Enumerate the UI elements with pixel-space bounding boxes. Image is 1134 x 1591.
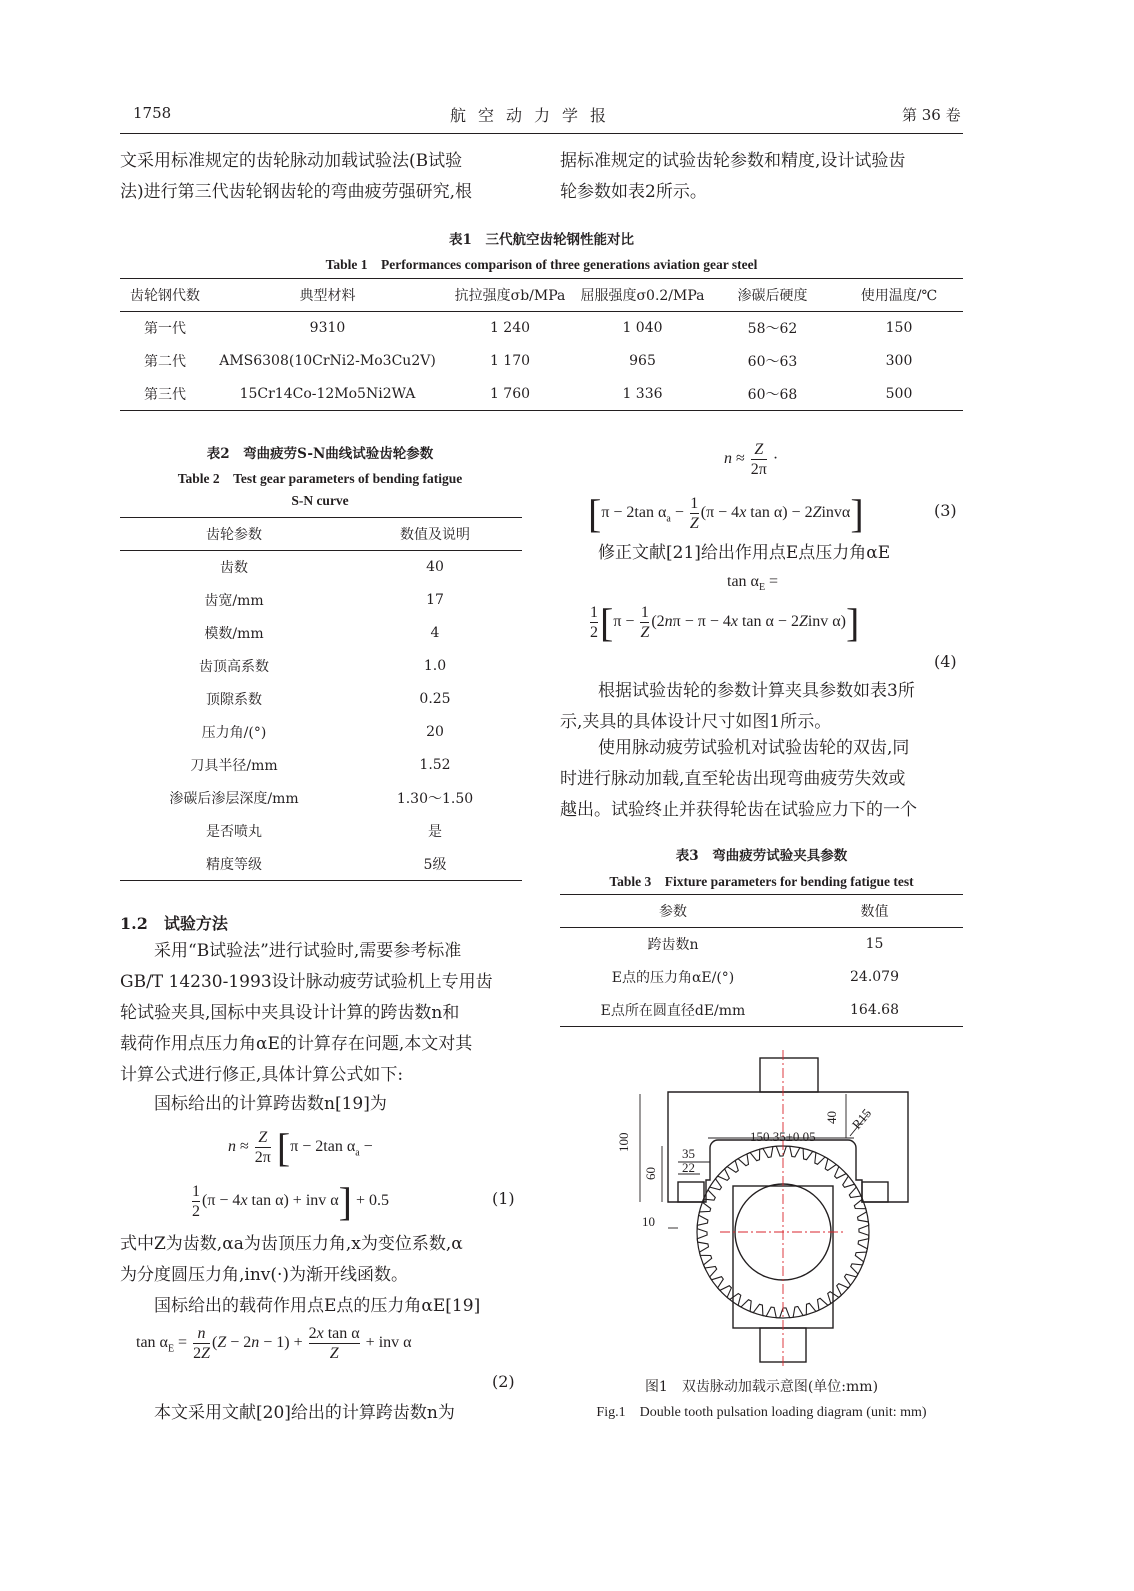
table2 bbox=[120, 517, 522, 881]
table-cell: 跨齿数n bbox=[647, 937, 699, 954]
dim-label-40: 40 bbox=[824, 1111, 839, 1124]
equation-4-line-2: $\frac{1}{2}$ [π − $\frac{1}{Z}$ (2nπ − π − 4x tan α − 2Zinv α)] bbox=[590, 600, 860, 645]
table-cell: 60～63 bbox=[747, 354, 798, 370]
dim-label-60: 60 bbox=[643, 1167, 658, 1180]
table-cell: 第三代 bbox=[144, 386, 186, 403]
table-cell: 1 240 bbox=[489, 320, 531, 337]
table-cell: 150 bbox=[885, 320, 913, 337]
text-line: 文采用标准规定的齿轮脉动加载试验法(B试验 bbox=[120, 151, 463, 171]
table1-caption-en: Table 1 Performances comparison of three generations aviation gear steel bbox=[325, 257, 758, 272]
dim-label-35: 35 bbox=[682, 1146, 695, 1161]
table-cell: 1 170 bbox=[489, 353, 531, 369]
table2-caption-en-2: S-N curve bbox=[291, 493, 349, 508]
table-header-cell: 齿轮钢代数 bbox=[130, 288, 200, 304]
table-row bbox=[120, 650, 522, 683]
table-header-cell: 齿轮参数 bbox=[206, 527, 262, 543]
volume-label: 第 36 卷 bbox=[902, 106, 961, 124]
table1-caption-cn: 表1 三代航空齿轮钢性能对比 bbox=[449, 232, 634, 248]
table-row bbox=[560, 994, 963, 1027]
right-para-8 bbox=[560, 733, 965, 826]
text-line: 法)进行第三代齿轮钢齿轮的弯曲疲劳强研究,根 bbox=[120, 182, 473, 202]
fixture-right-pad bbox=[862, 1182, 888, 1202]
table-cell: 1 040 bbox=[622, 320, 663, 337]
equation-1-line-1: n ≈ $\frac{Z}{2\pi}$ [π − 2tan $\alpha_a$ − bbox=[228, 1125, 373, 1170]
table-cell: 1.52 bbox=[419, 757, 451, 773]
table-row bbox=[120, 551, 522, 584]
table-cell: 齿宽/mm bbox=[204, 593, 264, 609]
text-line: 式中Z为齿数,αa为齿顶压力角,x为变位系数,α bbox=[120, 1234, 463, 1254]
text-line: 根据试验齿轮的参数计算夹具参数如表3所 bbox=[598, 681, 915, 701]
table-cell: 60～68 bbox=[747, 386, 798, 403]
table-cell: 第一代 bbox=[144, 321, 186, 338]
table-cell: 是 bbox=[428, 824, 442, 840]
table-row bbox=[120, 584, 522, 617]
text-line: 越出。试验终止并获得轮齿在试验应力下的一个 bbox=[560, 800, 917, 820]
table-row bbox=[120, 716, 522, 749]
table-cell: 是否喷丸 bbox=[206, 824, 262, 840]
table-header-cell: 屈服强度σ0.2/MPa bbox=[580, 288, 705, 304]
table-cell: 4 bbox=[430, 625, 440, 641]
table-cell: 15 bbox=[865, 936, 884, 953]
equation-2-number: (2) bbox=[492, 1372, 515, 1391]
table-cell: 齿数 bbox=[220, 560, 248, 577]
table-cell: 17 bbox=[426, 592, 444, 608]
table-cell: 1 336 bbox=[622, 385, 663, 402]
table-row bbox=[560, 928, 963, 961]
text-line: 示,夹具的具体设计尺寸如图1所示。 bbox=[560, 712, 832, 732]
equation-3-number: (3) bbox=[934, 501, 957, 520]
section-para-5: 本文采用文献[20]给出的计算跨齿数n为 bbox=[154, 1403, 455, 1423]
text-line: 轮参数如表2所示。 bbox=[560, 182, 707, 202]
equation-3-line-2: [π − 2tan $\alpha_a$ − $\frac{1}{Z}$ (π − 4x tan α) − 2Zinvα] bbox=[588, 491, 864, 536]
table-cell: 5级 bbox=[423, 856, 447, 873]
table-cell: 40 bbox=[426, 559, 444, 576]
fixture-left-pad bbox=[678, 1182, 704, 1202]
figure-1-caption-en: Fig.1 Double tooth pulsation loading diagram (unit: mm) bbox=[596, 1405, 927, 1420]
table-cell: 压力角/(°) bbox=[201, 725, 267, 741]
fixture-top-stub bbox=[760, 1058, 818, 1092]
table-cell: 齿顶高系数 bbox=[199, 659, 269, 675]
equation-4-line-1: $\tan \alpha_E$ = bbox=[727, 573, 779, 594]
table-header-cell: 参数 bbox=[659, 904, 687, 920]
text-line: GB/T 14230-1993设计脉动疲劳试验机上专用齿 bbox=[120, 972, 493, 992]
table-row bbox=[560, 961, 963, 994]
table-header-cell: 数值及说明 bbox=[400, 527, 470, 543]
table-header-cell: 抗拉强度σb/MPa bbox=[454, 288, 566, 304]
table-cell: 164.68 bbox=[850, 1001, 899, 1018]
table-row bbox=[120, 815, 522, 848]
dim-label-10: 10 bbox=[642, 1214, 655, 1229]
table-cell: 顶隙系数 bbox=[206, 692, 262, 708]
table-cell: 0.25 bbox=[419, 691, 451, 707]
table-row bbox=[120, 378, 963, 411]
dim-label-r15: R15 bbox=[848, 1105, 875, 1132]
figure-1-caption-cn: 图1 双齿脉动加载示意图(单位:mm) bbox=[644, 1379, 879, 1395]
table-row bbox=[120, 683, 522, 716]
table3 bbox=[560, 894, 963, 1027]
table-cell: 刀具半径/mm bbox=[190, 758, 278, 774]
header-rule bbox=[120, 133, 963, 134]
table-row bbox=[120, 782, 522, 815]
table2-caption-cn: 表2 弯曲疲劳S-N曲线试验齿轮参数 bbox=[206, 446, 434, 462]
dim-label-150: 150.35±0.05 bbox=[750, 1129, 816, 1144]
text-line: 时进行脉动加载,直至轮齿出现弯曲疲劳失效或 bbox=[560, 769, 906, 789]
text-line: 使用脉动疲劳试验机对试验齿轮的双齿,同 bbox=[598, 738, 910, 758]
right-para-6: 修正文献[21]给出作用点E点压力角αE bbox=[598, 543, 891, 563]
figure-1-diagram bbox=[600, 1050, 930, 1370]
table-cell: 15Cr14Co-12Mo5Ni2WA bbox=[239, 385, 416, 402]
page-number: 1758 bbox=[133, 104, 172, 122]
equation-3-line-1: n ≈ $\frac{Z}{2\pi}$ · bbox=[724, 441, 779, 478]
table-cell: AMS6308(10CrNi2-Mo3Cu2V) bbox=[219, 353, 436, 369]
table-row bbox=[120, 749, 522, 782]
right-para-7 bbox=[560, 676, 965, 738]
text-line: 据标准规定的试验齿轮参数和精度,设计试验齿 bbox=[560, 151, 906, 171]
text-line: 采用“B试验法”进行试验时,需要参考标准 bbox=[154, 941, 462, 961]
equation-4-number: (4) bbox=[934, 652, 957, 671]
table-row bbox=[120, 617, 522, 650]
text-line: 载荷作用点压力角αE的计算存在问题,本文对其 bbox=[120, 1034, 473, 1054]
table1 bbox=[120, 278, 963, 411]
table-cell: 1.0 bbox=[423, 658, 447, 674]
text-line: 为分度圆压力角,inv(·)为渐开线函数。 bbox=[120, 1265, 409, 1285]
section-para-4: 国标给出的载荷作用点E点的压力角αE[19] bbox=[154, 1296, 481, 1316]
table-header-cell: 典型材料 bbox=[299, 288, 356, 304]
table-cell: 1 760 bbox=[489, 385, 531, 402]
equation-1-number: (1) bbox=[492, 1189, 515, 1208]
table-header-cell: 数值 bbox=[860, 904, 889, 920]
table-cell: 300 bbox=[885, 353, 913, 369]
table-cell: 1.30～1.50 bbox=[396, 791, 474, 807]
table-cell: E点所在圆直径dE/mm bbox=[600, 1002, 746, 1019]
right-intro bbox=[560, 146, 965, 208]
table-header-row bbox=[120, 518, 522, 551]
journal-title: 航空动力学报 bbox=[450, 106, 619, 125]
table2-caption-en-1: Table 2 Test gear parameters of bending fatigue bbox=[177, 471, 463, 486]
left-intro bbox=[120, 146, 525, 208]
table-cell: 9310 bbox=[309, 320, 346, 337]
table-cell: 模数/mm bbox=[204, 626, 264, 642]
table-header-cell: 使用温度/℃ bbox=[860, 288, 938, 304]
table-cell: E点的压力角αE/(°) bbox=[611, 970, 735, 986]
table-cell: 965 bbox=[629, 353, 656, 369]
table3-caption-en: Table 3 Fixture parameters for bending fatigue test bbox=[609, 874, 914, 889]
table3-caption-cn: 表3 弯曲疲劳试验夹具参数 bbox=[675, 848, 848, 864]
table-header-row bbox=[560, 895, 963, 928]
text-line: 轮试验夹具,国标中夹具设计计算的跨齿数n和 bbox=[120, 1003, 460, 1023]
dim-label-22: 22 bbox=[682, 1160, 695, 1175]
equation-1-line-2: $\frac{1}{2}$ (π − 4x tan α) + inv α] + 0.5 bbox=[192, 1179, 390, 1224]
table-row bbox=[120, 345, 963, 378]
table-cell: 20 bbox=[426, 724, 444, 740]
dim-label-100: 100 bbox=[616, 1132, 631, 1152]
table-cell: 500 bbox=[885, 385, 913, 402]
table-cell: 精度等级 bbox=[206, 856, 262, 873]
table-header-cell: 渗碳后硬度 bbox=[737, 288, 808, 304]
equation-2: $\tan \alpha_E$ = $\frac{n}{2Z}$ (Z − 2n − 1) + $\frac{\text{2x tan α}}{Z}$ + inv α bbox=[136, 1325, 412, 1362]
table-row bbox=[120, 312, 963, 345]
table-row bbox=[120, 848, 522, 881]
section-heading: 1.2 试验方法 bbox=[120, 914, 228, 933]
section-para-1 bbox=[120, 936, 525, 1091]
table-cell: 渗碳后渗层深度/mm bbox=[169, 791, 299, 807]
section-para-2: 国标给出的计算跨齿数n[19]为 bbox=[154, 1094, 387, 1114]
table-header-row bbox=[120, 279, 963, 312]
table-cell: 58～62 bbox=[747, 321, 798, 338]
table-cell: 24.079 bbox=[850, 969, 899, 985]
section-para-3 bbox=[120, 1229, 525, 1291]
text-line: 计算公式进行修正,具体计算公式如下: bbox=[120, 1065, 404, 1085]
table-cell: 第二代 bbox=[144, 354, 186, 370]
